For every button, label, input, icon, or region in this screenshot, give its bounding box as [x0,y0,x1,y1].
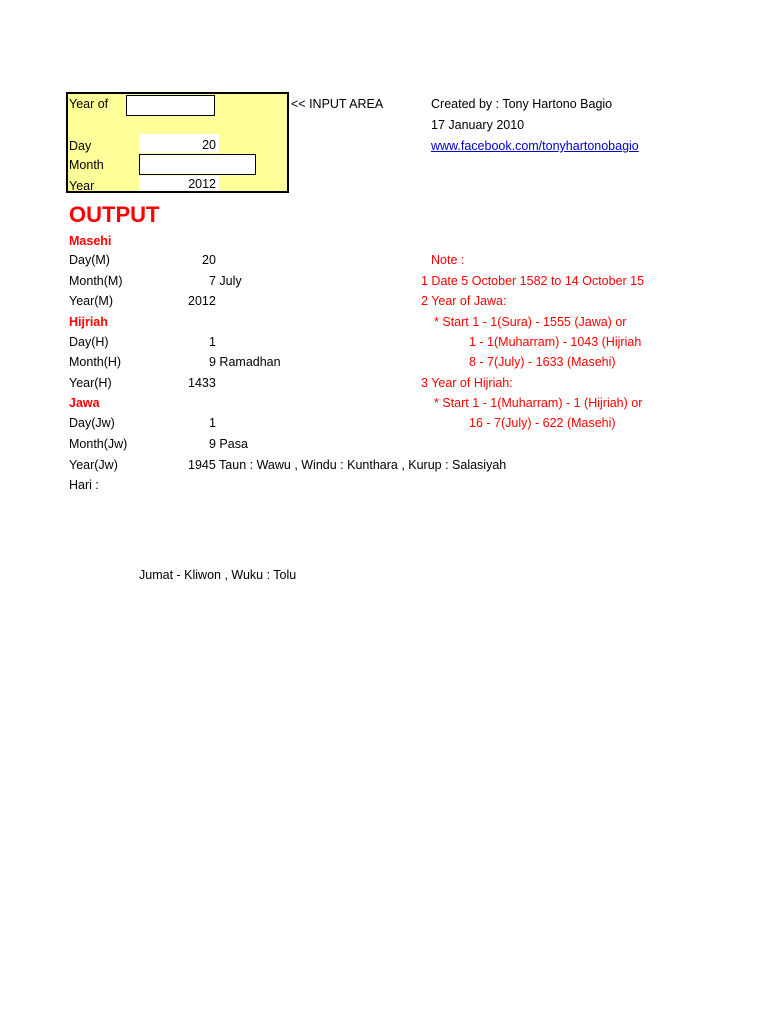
year-jw-value: 1945 Taun : Wawu , Windu : Kunthara , Kurup : Salasiyah [188,458,507,472]
month-jw-label: Month(Jw) [69,437,128,451]
year-h-value: 1433 [188,376,216,390]
year-m-value: 2012 [188,294,216,308]
year-of-input[interactable] [126,95,215,116]
year-m-label: Year(M) [69,294,113,308]
day-m-value: 20 [202,253,216,267]
note-line-3: * Start 1 - 1(Sura) - 1555 (Jawa) or [434,315,627,329]
note-line-4: 1 - 1(Muharram) - 1043 (Hijriah [469,335,642,349]
note-line-2: 2 Year of Jawa: [421,294,507,308]
month-h-value: 9 Ramadhan [209,355,281,369]
note-line-6: 3 Year of Hijriah: [421,376,513,390]
day-input[interactable] [139,134,219,153]
created-by: Created by : Tony Hartono Bagio [431,97,613,111]
hijriah-heading: Hijriah [69,315,108,329]
year-input-value: 2012 [188,177,216,191]
year-h-label: Year(H) [69,376,112,390]
day-jw-label: Day(Jw) [69,416,115,430]
note-line-7: * Start 1 - 1(Muharram) - 1 (Hijriah) or [434,396,643,410]
day-h-value: 1 [209,335,216,349]
jawa-heading: Jawa [69,396,100,410]
note-line-8: 16 - 7(July) - 622 (Masehi) [469,416,616,430]
output-title: OUTPUT [69,202,160,227]
year-input[interactable] [139,176,219,191]
note-heading: Note : [431,253,465,267]
month-m-label: Month(M) [69,274,123,288]
month-h-label: Month(H) [69,355,122,369]
hari-label: Hari : [69,478,99,492]
day-h-label: Day(H) [69,335,109,349]
day-m-label: Day(M) [69,253,110,267]
created-date: 17 January 2010 [431,118,525,132]
day-input-value: 20 [202,138,216,152]
month-jw-value: 9 Pasa [209,437,248,451]
facebook-link[interactable]: www.facebook.com/tonyhartonobagio [431,139,639,153]
day-jw-value: 1 [209,416,216,430]
notes-panel [419,252,644,452]
input-area-label: << INPUT AREA [291,97,384,111]
month-label: Month [69,158,104,172]
year-of-label: Year of [69,97,109,111]
month-input[interactable] [139,154,256,175]
day-label: Day [69,139,92,153]
year-jw-label: Year(Jw) [69,458,118,472]
masehi-heading: Masehi [69,234,112,248]
year-label: Year [69,179,95,193]
note-line-5: 8 - 7(July) - 1633 (Masehi) [469,355,616,369]
hari-value: Jumat - Kliwon , Wuku : Tolu [139,568,297,582]
note-line-1: 1 Date 5 October 1582 to 14 October 15 [421,274,644,288]
month-m-value: 7 July [209,274,242,288]
